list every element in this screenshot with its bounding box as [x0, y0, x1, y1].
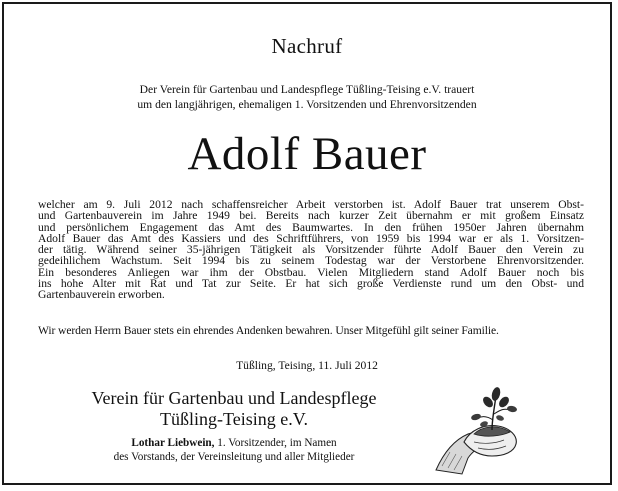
deceased-name: Adolf Bauer: [187, 128, 427, 180]
body-line: gedeihlichem Wachstum. Seit 1994 bis zu seinem Todestag war der Verstorbene Ehrenvorsitzender.: [38, 254, 584, 268]
signature-block: [64, 388, 404, 464]
organization-line: Tüßling-Teising e.V.: [160, 409, 308, 429]
organization-line: Verein für Gartenbau und Landespflege: [91, 388, 377, 408]
notice-heading: Nachruf: [271, 34, 343, 58]
hand-with-seedling-drawing: [434, 382, 534, 477]
closing-sentence: Wir werden Herrn Bauer stets ein ehrendes Andenken bewahren. Unser Mitgefühl gilt seiner Familie.: [38, 324, 499, 337]
body-line: Adolf Bauer das Amt des Kassiers und des Schriftführers, von 1959 bis 1994 war er als 1. Vorsitzen-: [38, 231, 584, 245]
body-line: und Gartenbauverein im Jahre 1949 bei. Bereits nach kurzer Zeit übernahm er mit großem Einsatz: [38, 209, 584, 223]
body-line: Gartenbauverein erworben.: [38, 288, 165, 302]
signer-role: 1. Vorsitzender, im Namen: [214, 437, 337, 449]
obituary-notice: [2, 2, 612, 485]
body-line: ins hohe Alter mit Rat und Tat zur Seite. Er hat sich große Verdienste rund um den Obst- und: [38, 277, 584, 291]
signer: [64, 436, 404, 464]
obituary-body: [38, 199, 584, 301]
intro-text: [4, 83, 610, 112]
intro-line: um den langjährigen, ehemaligen 1. Vorsitzenden und Ehrenvorsitzenden: [137, 97, 477, 111]
place-date: Tüßling, Teising, 11. Juli 2012: [236, 359, 378, 372]
body-line: und persönlichem Engagement das Amt des Baumwartes. In den frühen 1950er Jahren übernahm: [38, 220, 584, 234]
signer-line-2: des Vorstands, der Vereinsleitung und aller Mitglieder: [113, 451, 355, 463]
body-line: welcher am 9. Juli 2012 nach schaffensreicher Arbeit verstorben ist. Adolf Bauer trat unserem Obst-: [38, 198, 584, 211]
signer-line: [64, 436, 404, 450]
signer-name: Lothar Liebwein,: [131, 437, 215, 449]
body-line: der tätig. Während seiner 35-jährigen Tätigkeit als Vorsitzender führte Adolf Bauer den Verein zu: [38, 243, 584, 257]
body-line: Ein besonderes Anliegen war ihm der Obstbau. Vielen Mitgliedern stand Adolf Bauer noch bis: [38, 265, 584, 279]
intro-line: Der Verein für Gartenbau und Landespflege Tüßling-Teising e.V. trauert: [139, 83, 475, 96]
organization-name: [64, 388, 404, 430]
